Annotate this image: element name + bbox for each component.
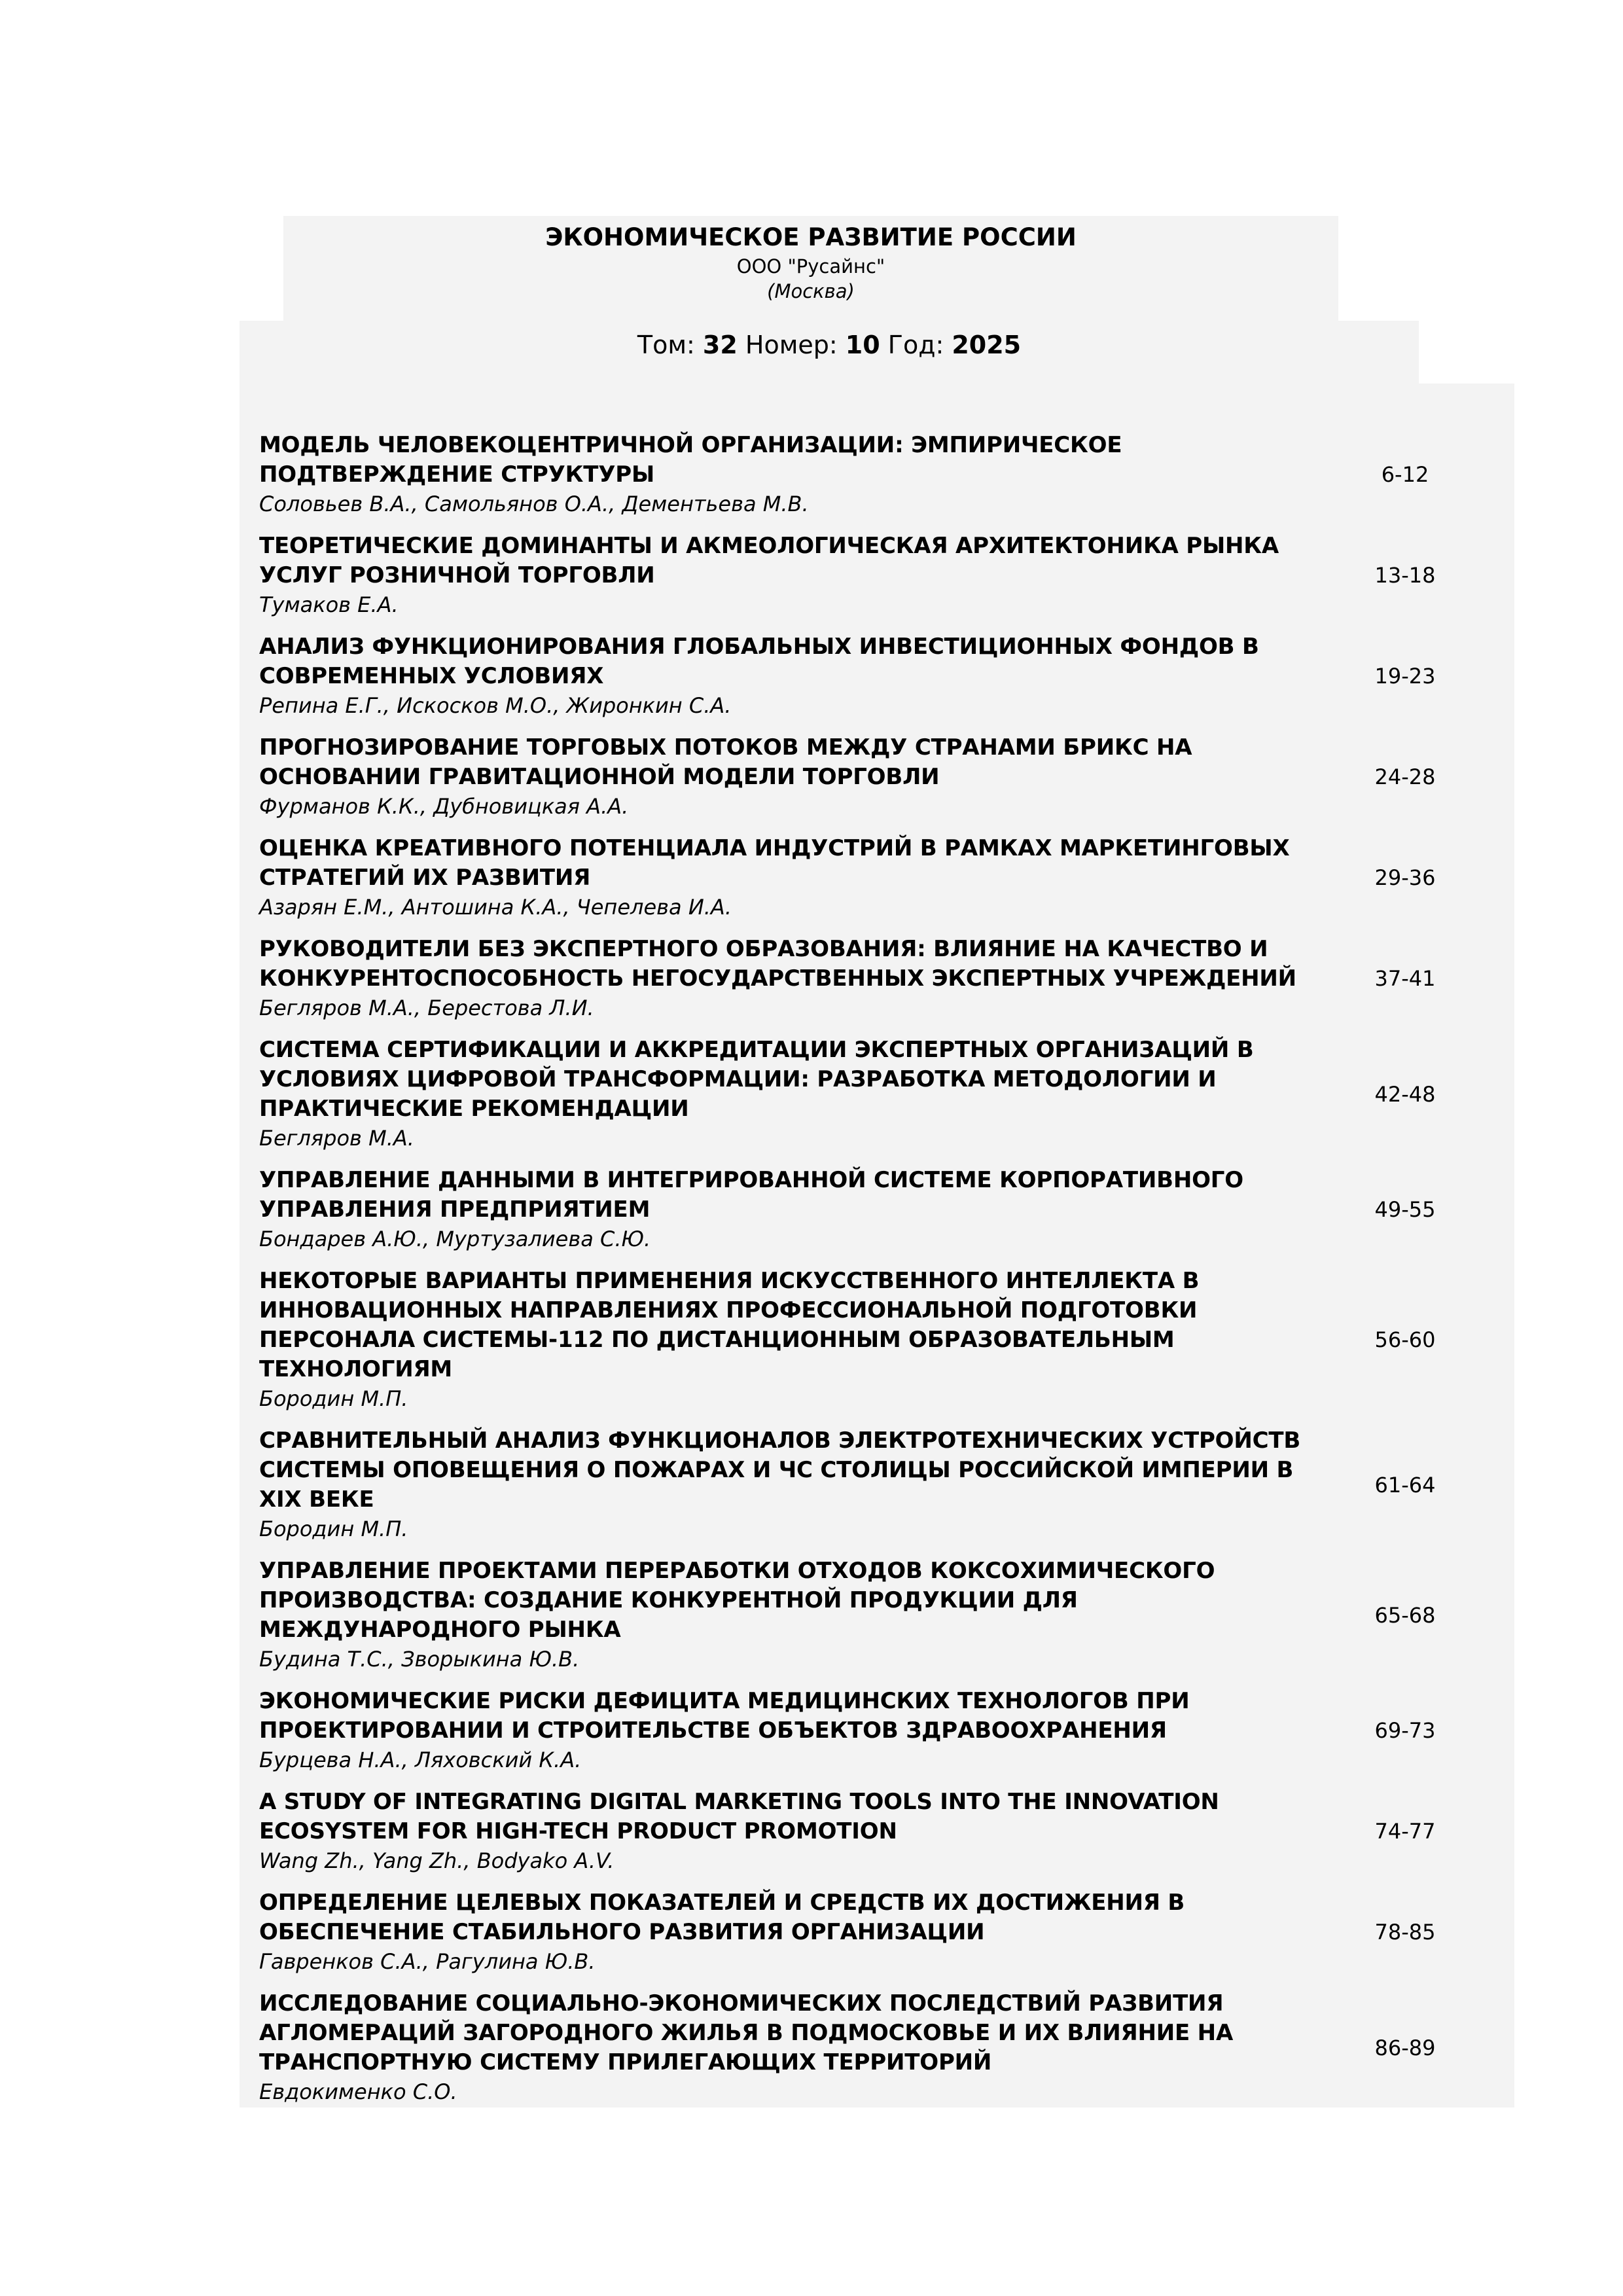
article-title[interactable]: РУКОВОДИТЕЛИ БЕЗ ЭКСПЕРТНОГО ОБРАЗОВАНИЯ: ВЛИЯНИЕ НА КАЧЕСТВО И КОНКУРЕНТОСПОСОБНОСТЬ НЕГОСУДАРСТВЕННЫХ ЭКСПЕРТНЫХ УЧРЕЖДЕНИЙ xyxy=(259,936,1296,992)
article-entry[interactable] xyxy=(259,1035,1496,1153)
article-title[interactable]: A STUDY OF INTEGRATING DIGITAL MARKETING TOOLS INTO THE INNOVATION ECOSYSTEM FOR HIGH-TECH PRODUCT PROMOTION xyxy=(259,1789,1219,1844)
article-entry[interactable] xyxy=(259,1556,1496,1674)
number-label: Номер: xyxy=(745,331,838,359)
year-label: Год: xyxy=(887,331,944,359)
journal-title: ЭКОНОМИЧЕСКОЕ РАЗВИТИЕ РОССИИ xyxy=(545,223,1077,251)
article-info xyxy=(259,1888,1336,1976)
article-authors: Гавренков С.А., Рагулина Ю.В. xyxy=(259,1949,596,1974)
article-entry[interactable] xyxy=(259,1266,1496,1413)
article-authors: Соловьев В.А., Самольянов О.А., Дементьева М.В. xyxy=(259,492,809,516)
article-authors: Бородин М.П. xyxy=(259,1386,408,1411)
article-info xyxy=(259,1266,1336,1413)
article-entry[interactable] xyxy=(259,1687,1496,1774)
article-authors: Репина Е.Г., Искосков М.О., Жиронкин С.А. xyxy=(259,693,732,718)
article-title[interactable]: ТЕОРЕТИЧЕСКИЕ ДОМИНАНТЫ И АКМЕОЛОГИЧЕСКАЯ АРХИТЕКТОНИКА РЫНКА УСЛУГ РОЗНИЧНОЙ ТОРГОВЛИ xyxy=(259,533,1279,588)
article-title[interactable]: УПРАВЛЕНИЕ ПРОЕКТАМИ ПЕРЕРАБОТКИ ОТХОДОВ КОКСОХИМИЧЕСКОГО ПРОИЗВОДСТВА: СОЗДАНИЕ КОНКУРЕНТНОЙ ПРОДУКЦИИ ДЛЯ МЕЖДУНАРОДНОГО РЫНКА xyxy=(259,1558,1215,1643)
article-pages: 42-48 xyxy=(1374,1081,1436,1107)
article-title[interactable]: ПРОГНОЗИРОВАНИЕ ТОРГОВЫХ ПОТОКОВ МЕЖДУ СТРАНАМИ БРИКС НА ОСНОВАНИИ ГРАВИТАЦИОННОЙ МОДЕЛИ ТОРГОВЛИ xyxy=(259,734,1192,790)
article-title[interactable]: УПРАВЛЕНИЕ ДАННЫМИ В ИНТЕГРИРОВАННОЙ СИСТЕМЕ КОРПОРАТИВНОГО УПРАВЛЕНИЯ ПРЕДПРИЯТИЕМ xyxy=(259,1167,1243,1223)
article-entry[interactable] xyxy=(259,531,1496,619)
article-entry[interactable] xyxy=(259,1426,1496,1543)
article-entry[interactable] xyxy=(259,431,1496,518)
article-info xyxy=(259,1166,1336,1253)
article-entry[interactable] xyxy=(259,834,1496,922)
article-title[interactable]: ОЦЕНКА КРЕАТИВНОГО ПОТЕНЦИАЛА ИНДУСТРИЙ В РАМКАХ МАРКЕТИНГОВЫХ СТРАТЕГИЙ ИХ РАЗВИТИЯ xyxy=(259,835,1290,891)
article-pages: 65-68 xyxy=(1374,1602,1436,1628)
publisher: ООО "Русайнс" xyxy=(736,255,885,278)
article-entry[interactable] xyxy=(259,1787,1496,1875)
article-pages: 61-64 xyxy=(1374,1472,1436,1498)
article-title[interactable]: НЕКОТОРЫЕ ВАРИАНТЫ ПРИМЕНЕНИЯ ИСКУССТВЕННОГО ИНТЕЛЛЕКТА В ИННОВАЦИОННЫХ НАПРАВЛЕНИЯХ ПРОФЕССИОНАЛЬНОЙ ПОДГОТОВКИ ПЕРСОНАЛА СИСТЕМЫ-112 ПО ДИСТАНЦИОННЫМ ОБРАЗОВАТЕЛЬНЫМ ТЕХНОЛОГИЯМ xyxy=(259,1268,1200,1382)
article-pages: 29-36 xyxy=(1374,865,1436,890)
article-entry[interactable] xyxy=(259,935,1496,1022)
article-pages: 37-41 xyxy=(1374,966,1436,991)
volume-value: 32 xyxy=(702,331,738,359)
article-title[interactable]: СИСТЕМА СЕРТИФИКАЦИИ И АККРЕДИТАЦИИ ЭКСПЕРТНЫХ ОРГАНИЗАЦИЙ В УСЛОВИЯХ ЦИФРОВОЙ ТРАНСФОРМАЦИИ: РАЗРАБОТКА МЕТОДОЛОГИИ И ПРАКТИЧЕСКИЕ РЕКОМЕНДАЦИИ xyxy=(259,1037,1254,1122)
article-title[interactable]: ЭКОНОМИЧЕСКИЕ РИСКИ ДЕФИЦИТА МЕДИЦИНСКИХ ТЕХНОЛОГОВ ПРИ ПРОЕКТИРОВАНИИ И СТРОИТЕЛЬСТВЕ ОБЪЕКТОВ ЗДРАВООХРАНЕНИЯ xyxy=(259,1688,1190,1744)
article-pages: 13-18 xyxy=(1374,563,1436,588)
article-authors: Тумаков Е.А. xyxy=(259,592,399,617)
number-value: 10 xyxy=(845,331,880,359)
journal-header xyxy=(283,216,1338,321)
article-pages: 86-89 xyxy=(1374,2035,1436,2060)
article-pages: 56-60 xyxy=(1374,1327,1436,1352)
article-authors: Будина Т.С., Зворыкина Ю.В. xyxy=(259,1647,580,1672)
article-info xyxy=(259,1787,1336,1875)
publisher-city: (Москва) xyxy=(767,280,855,302)
volume-label: Том: xyxy=(637,331,695,359)
article-info xyxy=(259,1989,1336,2106)
article-authors: Фурманов К.К., Дубновицкая А.А. xyxy=(259,794,629,819)
article-pages: 49-55 xyxy=(1374,1197,1436,1222)
article-title[interactable]: МОДЕЛЬ ЧЕЛОВЕКОЦЕНТРИЧНОЙ ОРГАНИЗАЦИИ: ЭМПИРИЧЕСКОЕ ПОДТВЕРЖДЕНИЕ СТРУКТУРЫ xyxy=(259,432,1122,488)
article-title[interactable]: СРАВНИТЕЛЬНЫЙ АНАЛИЗ ФУНКЦИОНАЛОВ ЭЛЕКТРОТЕХНИЧЕСКИХ УСТРОЙСТВ СИСТЕМЫ ОПОВЕЩЕНИЯ О ПОЖАРАХ И ЧС СТОЛИЦЫ РОССИЙСКОЙ ИМПЕРИИ В XIX ВЕКЕ xyxy=(259,1427,1301,1513)
article-entry[interactable] xyxy=(259,1166,1496,1253)
article-info xyxy=(259,632,1336,720)
article-authors: Бегляров М.А. xyxy=(259,1126,414,1151)
article-info xyxy=(259,834,1336,922)
issue-info xyxy=(240,321,1419,384)
article-title[interactable]: ОПРЕДЕЛЕНИЕ ЦЕЛЕВЫХ ПОКАЗАТЕЛЕЙ И СРЕДСТВ ИХ ДОСТИЖЕНИЯ В ОБЕСПЕЧЕНИЕ СТАБИЛЬНОГО РАЗВИТИЯ ОРГАНИЗАЦИИ xyxy=(259,1890,1185,1945)
table-of-contents xyxy=(240,384,1514,2108)
article-pages: 78-85 xyxy=(1374,1920,1436,1945)
article-authors: Бурцева Н.А., Ляховский К.А. xyxy=(259,1748,582,1772)
article-info xyxy=(259,1426,1336,1543)
article-pages: 6-12 xyxy=(1381,462,1429,487)
article-info xyxy=(259,935,1336,1022)
article-pages: 69-73 xyxy=(1374,1718,1436,1743)
article-authors: Бондарев А.Ю., Муртузалиева С.Ю. xyxy=(259,1227,651,1251)
article-authors: Wang Zh., Yang Zh., Bodyako A.V. xyxy=(259,1848,615,1873)
article-info xyxy=(259,1687,1336,1774)
article-info xyxy=(259,733,1336,821)
article-info xyxy=(259,431,1336,518)
article-info xyxy=(259,531,1336,619)
article-info xyxy=(259,1035,1336,1153)
article-pages: 19-23 xyxy=(1374,664,1436,689)
article-entry[interactable] xyxy=(259,1888,1496,1976)
article-entry[interactable] xyxy=(259,733,1496,821)
article-info xyxy=(259,1556,1336,1674)
article-authors: Евдокименко С.О. xyxy=(259,2079,457,2104)
article-title[interactable]: ИССЛЕДОВАНИЕ СОЦИАЛЬНО-ЭКОНОМИЧЕСКИХ ПОСЛЕДСТВИЙ РАЗВИТИЯ АГЛОМЕРАЦИЙ ЗАГОРОДНОГО ЖИЛЬЯ В ПОДМОСКОВЬЕ И ИХ ВЛИЯНИЕ НА ТРАНСПОРТНУЮ СИСТЕМУ ПРИЛЕГАЮЩИХ ТЕРРИТОРИЙ xyxy=(259,1990,1234,2075)
article-pages: 74-77 xyxy=(1374,1819,1436,1844)
article-authors: Азарян Е.М., Антошина К.А., Чепелева И.А. xyxy=(259,895,732,920)
article-title[interactable]: АНАЛИЗ ФУНКЦИОНИРОВАНИЯ ГЛОБАЛЬНЫХ ИНВЕСТИЦИОННЫХ ФОНДОВ В СОВРЕМЕННЫХ УСЛОВИЯХ xyxy=(259,634,1259,689)
article-authors: Бородин М.П. xyxy=(259,1516,408,1541)
article-entry[interactable] xyxy=(259,632,1496,720)
article-authors: Бегляров М.А., Берестова Л.И. xyxy=(259,996,594,1020)
article-entry[interactable] xyxy=(259,1989,1496,2106)
article-pages: 24-28 xyxy=(1374,764,1436,789)
article-list xyxy=(259,431,1496,2119)
year-value: 2025 xyxy=(952,331,1022,359)
